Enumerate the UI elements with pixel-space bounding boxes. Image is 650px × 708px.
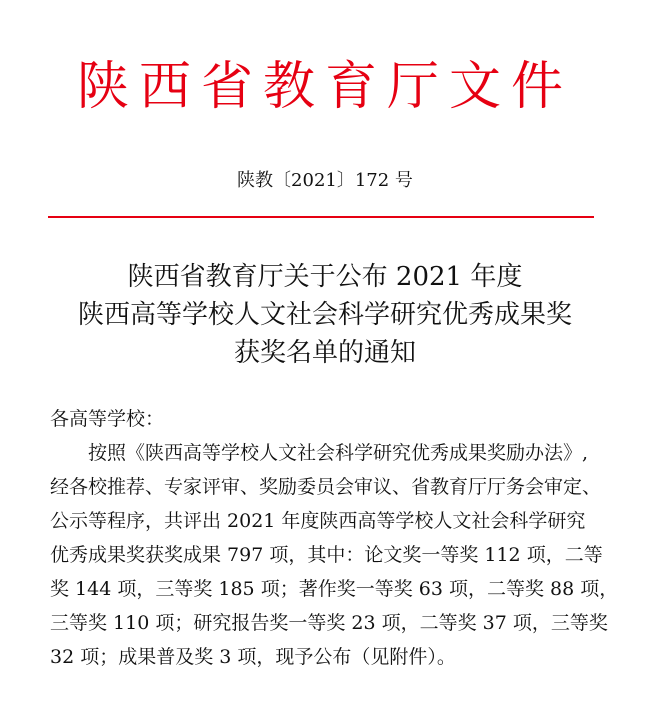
paragraph-line: 按照《陕西高等学校人文社会科学研究优秀成果奖励办法》, — [88, 442, 589, 464]
paragraph-line: 奖 144 项，三等奖 185 项；著作奖一等奖 63 项，二等奖 88 项， — [50, 578, 619, 600]
document-header-title: 陕西省教育厅文件 — [76, 57, 573, 117]
paragraph-line: 三等奖 110 项；研究报告奖一等奖 23 项，二等奖 37 项，三等奖 — [50, 612, 608, 634]
notice-title-line-3: 获奖名单的通知 — [233, 338, 416, 368]
paragraph-line: 公示等程序，共评出 2021 年度陕西高等学校人文社会科学研究 — [50, 510, 586, 532]
notice-title-line-1: 陕西省教育厅关于公布 2021 年度 — [127, 262, 523, 292]
document-number: 陕教〔2021〕172 号 — [237, 170, 413, 191]
paragraph-line: 优秀成果奖获奖成果 797 项，其中：论文奖一等奖 112 项，二等 — [50, 544, 603, 566]
document-body — [50, 402, 619, 674]
notice-title-line-2: 陕西高等学校人文社会科学研究优秀成果奖 — [77, 300, 572, 330]
notice-title — [0, 258, 650, 372]
red-divider-line — [48, 216, 594, 218]
salutation: 各高等学校： — [50, 408, 165, 430]
paragraph-line: 32 项；成果普及奖 3 项，现予公布（见附件）。 — [50, 646, 456, 668]
paragraph-line: 经各校推荐、专家评审、奖励委员会审议、省教育厅厅务会审定、 — [50, 476, 602, 498]
